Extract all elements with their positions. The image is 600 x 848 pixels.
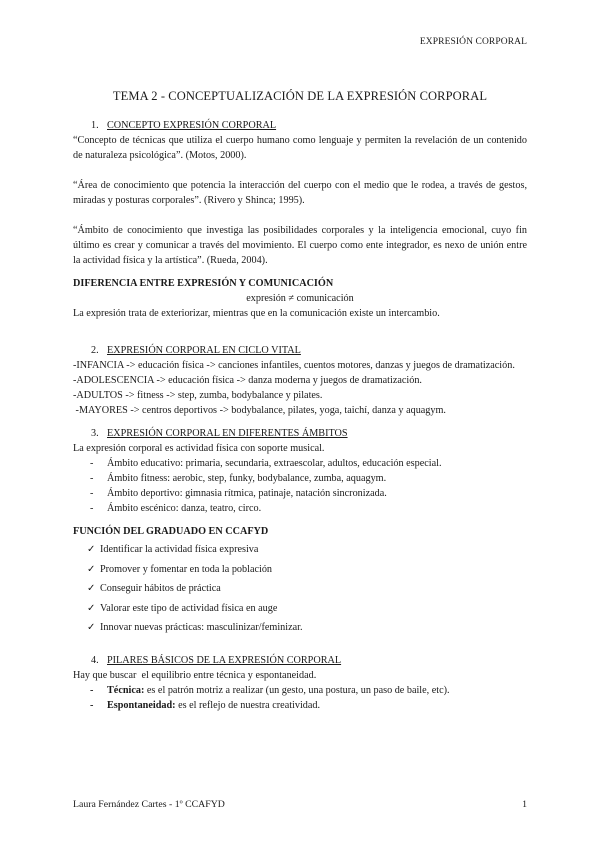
- function-title: FUNCIÓN DEL GRADUADO EN CCAFYD: [73, 526, 269, 537]
- section-4-heading: [91, 653, 527, 668]
- vital-cycle-mayores: -MAYORES -> centros deportivos -> bodybalance, pilates, yoga, taichí, danza y aquagym.: [73, 405, 446, 416]
- pillars-list: [73, 683, 527, 713]
- list-item: - Ámbito deportivo: gimnasia rítmica, patinaje, natación sincronizada.: [90, 488, 387, 499]
- pillar-description: es el patrón motriz a realizar (un gesto, una postura, un paso de baile, etc).: [144, 684, 450, 696]
- checkmark-icon: ✓: [87, 622, 96, 633]
- section-1-heading: [91, 118, 527, 133]
- section-number: 3.: [91, 428, 99, 439]
- list-item: ✓ Promover y fomentar en toda la población: [87, 560, 527, 580]
- dash-bullet-icon: -: [90, 684, 94, 696]
- difference-formula: expresión ≠ comunicación: [246, 293, 354, 304]
- list-item: ✓ Valorar este tipo de actividad física en auge: [87, 599, 527, 619]
- quote-motos: “Concepto de técnicas que utiliza el cuerpo humano como lenguaje y permiten la revelación de un contenido de naturaleza psicológica”. (Motos, 2000).: [73, 135, 527, 161]
- section-title: PILARES BÁSICOS DE LA EXPRESIÓN CORPORAL: [107, 654, 342, 666]
- document-body: [73, 118, 527, 713]
- section-3-intro: La expresión corporal es actividad física con soporte musical.: [73, 443, 325, 454]
- checkmark-icon: ✓: [87, 602, 96, 614]
- list-item: - Ámbito fitness: aerobic, step, funky, bodybalance, zumba, aquagym.: [90, 473, 387, 484]
- section-number: 1.: [91, 120, 99, 131]
- difference-text: La expresión trata de exteriorizar, mientras que en la comunicación existe un intercambio.: [73, 308, 440, 319]
- pillar-description: es el reflejo de nuestra creatividad.: [175, 699, 321, 711]
- section-title: EXPRESIÓN CORPORAL EN CICLO VITAL: [107, 345, 301, 356]
- function-list: [73, 540, 527, 638]
- vital-cycle-adolescencia: -ADOLESCENCIA -> educación física -> danza moderna y juegos de dramatización.: [73, 375, 422, 386]
- vital-cycle-infancia: -INFANCIA -> educación física -> canciones infantiles, cuentos motores, danzas y juegos de dramatización.: [73, 360, 515, 371]
- quote-rivero: “Área de conocimiento que potencia la interacción del cuerpo con el medio que le rodea, a través de gestos, miradas y posturas corporales”. (Rivero y Shinca; 1995).: [73, 180, 527, 206]
- running-header: EXPRESIÓN CORPORAL: [419, 37, 527, 47]
- page-number: 1: [522, 799, 527, 810]
- checkmark-icon: ✓: [87, 563, 96, 575]
- page-title: TEMA 2 - CONCEPTUALIZACIÓN DE LA EXPRESIÓN CORPORAL: [112, 89, 488, 103]
- dash-bullet-icon: -: [90, 473, 94, 484]
- footer-author: Laura Fernández Cartes - 1º CCAFYD: [73, 799, 225, 810]
- areas-list: [73, 456, 527, 516]
- section-4-intro: Hay que buscar el equilibrio entre técnica y espontaneidad.: [73, 669, 317, 681]
- section-title: EXPRESIÓN CORPORAL EN DIFERENTES ÁMBITOS: [107, 428, 348, 439]
- dash-bullet-icon: -: [90, 488, 94, 499]
- list-item: ✓ Conseguir hábitos de práctica: [87, 579, 527, 599]
- pillar-term: Espontaneidad:: [107, 699, 176, 711]
- function-heading: [73, 524, 527, 540]
- list-item: ✓ Innovar nuevas prácticas: masculinizar/feminizar.: [87, 618, 527, 638]
- vital-cycle-adultos: -ADULTOS -> fitness -> step, zumba, bodybalance y pilates.: [73, 390, 323, 401]
- list-item: [90, 683, 527, 698]
- section-2-heading: [91, 343, 527, 358]
- section-number: 4.: [91, 654, 99, 666]
- list-item: ✓ Identificar la actividad física expresiva: [87, 540, 527, 560]
- list-item: - Ámbito educativo: primaria, secundaria, extraescolar, adultos, educación especial.: [90, 458, 442, 469]
- checkmark-icon: ✓: [87, 583, 96, 594]
- checkmark-icon: ✓: [87, 544, 96, 555]
- dash-bullet-icon: -: [90, 458, 94, 469]
- list-item: [90, 698, 527, 713]
- pillar-term: Técnica:: [107, 684, 145, 696]
- dash-bullet-icon: -: [90, 699, 94, 711]
- page-footer: [73, 799, 527, 810]
- list-item: - Ámbito escénico: danza, teatro, circo.: [90, 503, 262, 514]
- difference-heading: DIFERENCIA ENTRE EXPRESIÓN Y COMUNICACIÓN: [73, 278, 334, 289]
- section-3-heading: [91, 426, 527, 441]
- section-title: CONCEPTO EXPRESIÓN CORPORAL: [107, 120, 277, 131]
- section-number: 2.: [91, 345, 99, 356]
- quote-rueda: “Ámbito de conocimiento que investiga las posibilidades corporales y la inteligencia emocional, cuyo fin último es crear y comunicar a través del movimiento. El cuerpo como ente integrador, es nexo de unión entre la actividad física y la artística”. (Rueda, 2004).: [73, 225, 527, 266]
- dash-bullet-icon: -: [90, 503, 94, 514]
